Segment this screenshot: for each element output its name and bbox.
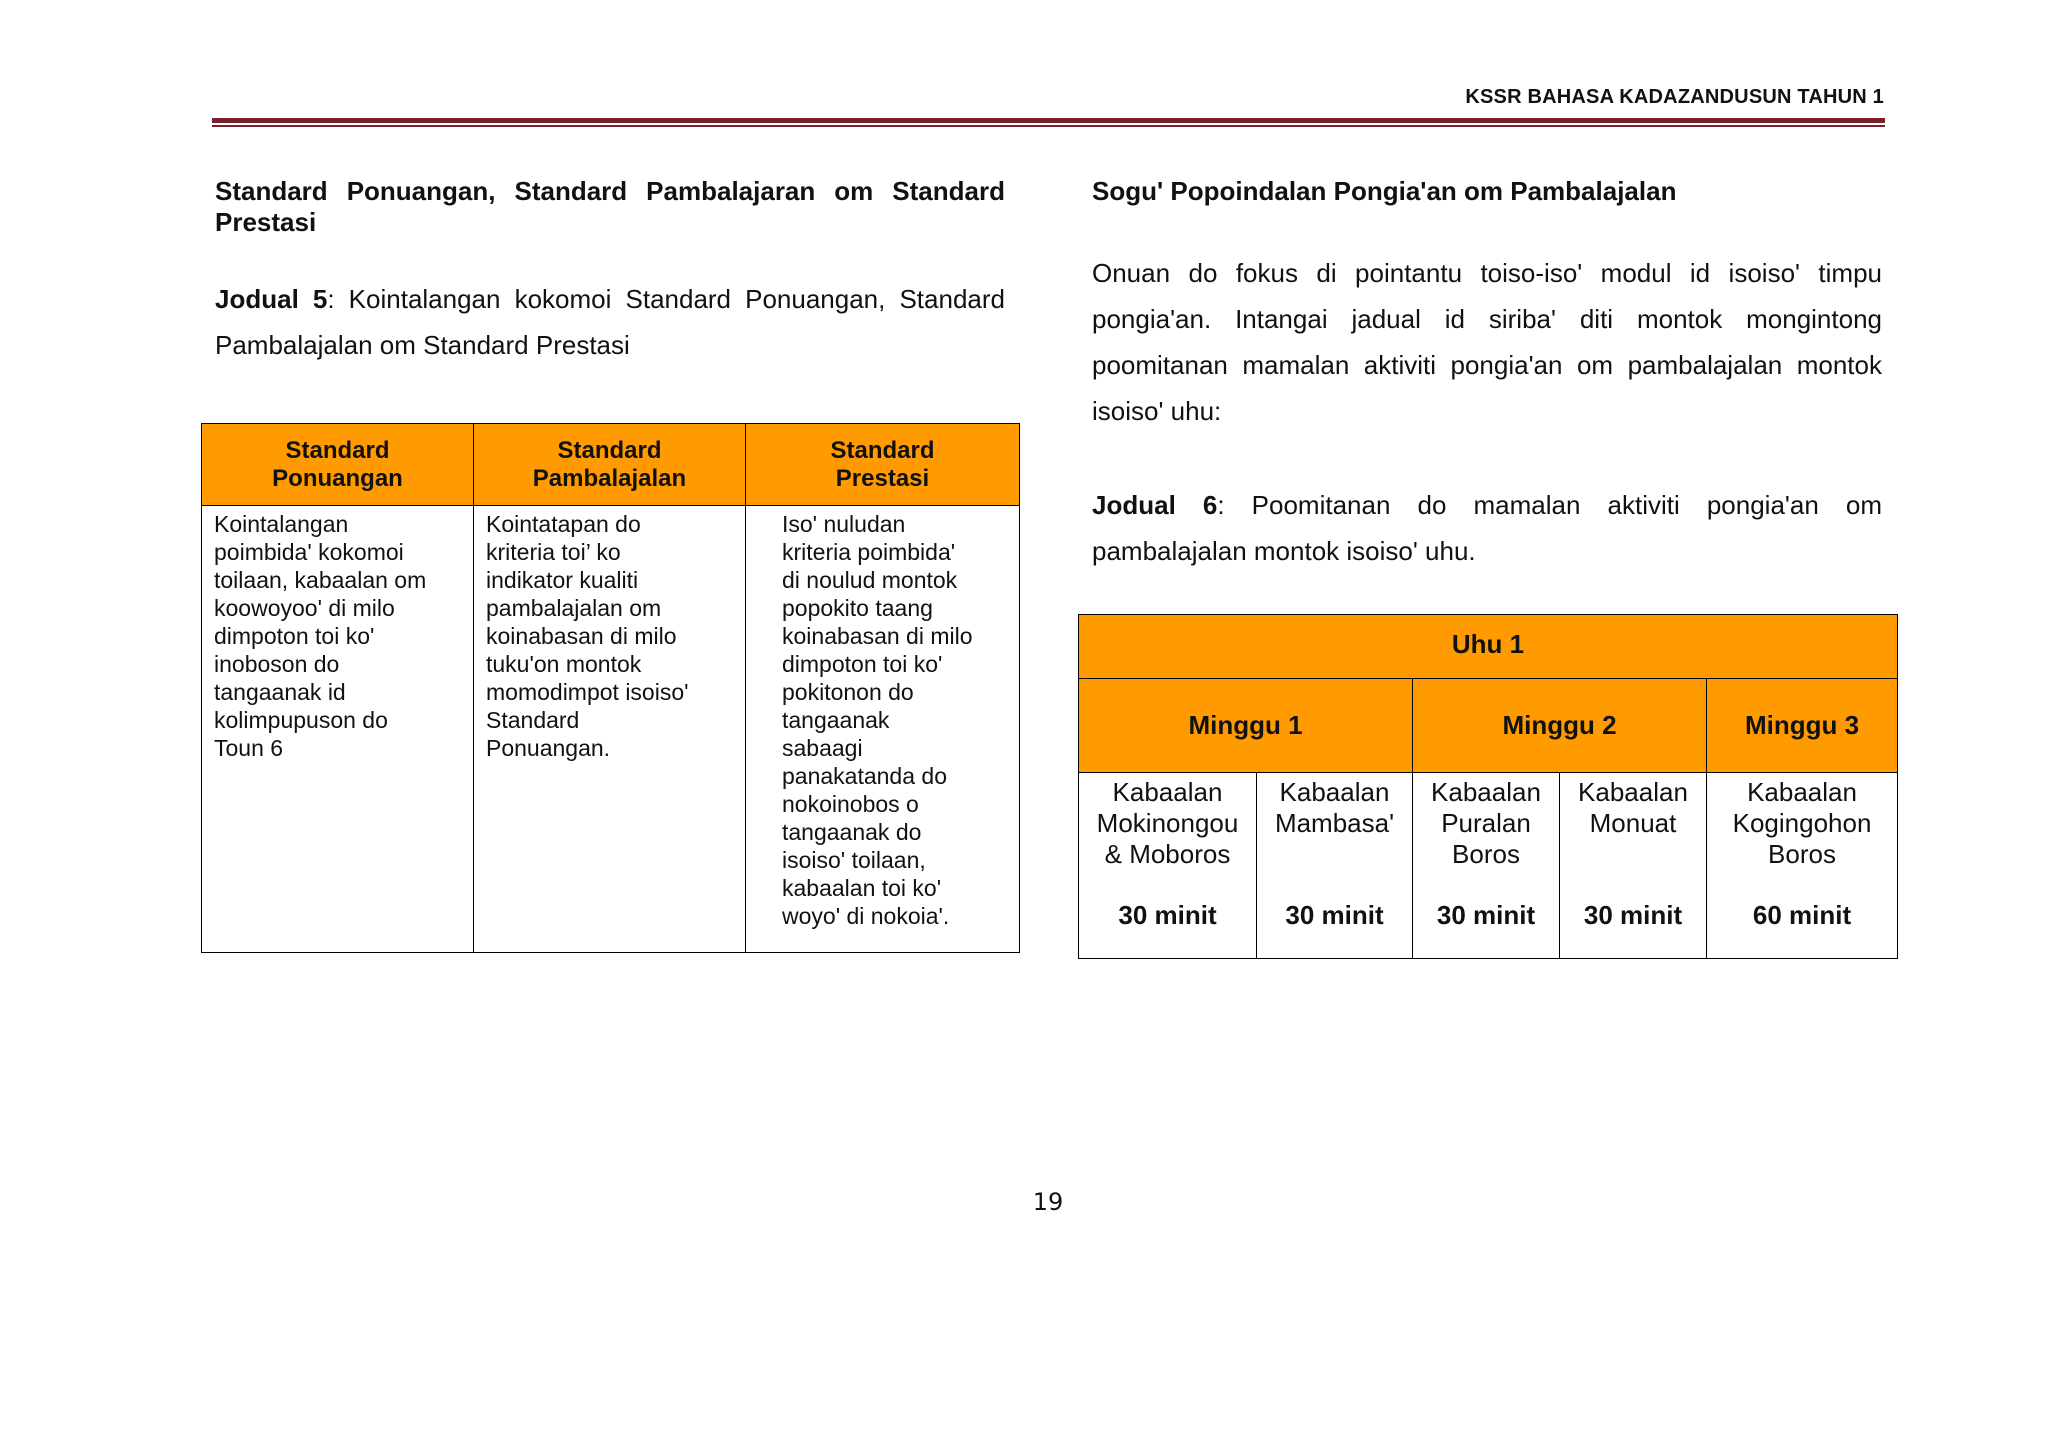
table6-week-1: Minggu 1 xyxy=(1079,679,1413,773)
table6-cell-kogingohon: Kabaalan Kogingohon Boros 60 minit xyxy=(1707,773,1898,959)
table5-cell-prestasi: Iso' nuludan kriteria poimbida' di noulud montok popokito taang koinabasan di milo dimpoton toi ko' pokitonon do tangaanak sabaagi panakatanda do nokoinobos o tangaanak do isoiso' toilaan, kabaalan toi ko' woyo' di nokoia'. xyxy=(746,506,1020,953)
table6-cell-monuat: Kabaalan Monuat 30 minit xyxy=(1560,773,1707,959)
duration-label: 30 minit xyxy=(1285,900,1384,930)
header-title: KSSR BAHASA KADAZANDUSUN TAHUN 1 xyxy=(1465,86,1884,108)
table6-uhu-row xyxy=(1079,615,1898,679)
table5-header-standard-ponuangan: Standard Ponuangan xyxy=(202,424,474,506)
table5-header-row xyxy=(202,424,1020,506)
table6-caption xyxy=(1092,482,1882,574)
table6-caption-label: Jodual 6 xyxy=(1092,490,1218,520)
left-heading xyxy=(215,176,1005,238)
duration-label: 30 minit xyxy=(1583,900,1683,930)
right-intro: Onuan do fokus di pointantu toiso-iso' modul id isoiso' timpu pongia'an. Intangai jadual id siriba' diti montok mongintong poomitanan mamalan aktiviti pongia'an om pambalajalan montok isoiso' uhu: xyxy=(1092,258,1882,426)
table6-caption-text: : Poomitanan do mamalan aktiviti pongia'an om pambalajalan montok isoiso' uhu. xyxy=(1092,490,1882,566)
duration-label: 30 minit xyxy=(1436,900,1536,930)
table6 xyxy=(1078,614,1898,959)
left-heading-line1: Standard Ponuangan, Standard Pambalajaran om Standard xyxy=(215,176,1005,206)
table6-week-row xyxy=(1079,679,1898,773)
table6-cell-mokinongou: Kabaalan Mokinongou & Moboros 30 minit xyxy=(1079,773,1257,959)
page-number: 19 xyxy=(1032,1188,1064,1216)
table5-header-standard-pambalajalan: Standard Pambalajalan xyxy=(474,424,746,506)
table6-cell-puralan: Kabaalan Puralan Boros 30 minit xyxy=(1413,773,1560,959)
table5-caption-text: : Kointalangan kokomoi Standard Ponuangan, Standard Pambalajalan om Standard Prestasi xyxy=(215,284,1005,360)
table5-cell-pambalajalan: Kointatapan do kriteria toi’ ko indikator kualiti pambalajalan om koinabasan di milo tuku'on montok momodimpot isoiso' Standard Ponuangan. xyxy=(474,506,746,953)
header-rule-thin xyxy=(212,125,1885,127)
table5 xyxy=(201,423,1020,953)
header-rule xyxy=(212,118,1885,123)
table6-week-3: Minggu 3 xyxy=(1707,679,1898,773)
table5-caption-label: Jodual 5 xyxy=(215,284,328,314)
table5-header-standard-prestasi: Standard Prestasi xyxy=(746,424,1020,506)
table6-uhu-header: Uhu 1 xyxy=(1079,615,1898,679)
left-heading-line2: Prestasi xyxy=(215,207,317,237)
table5-caption xyxy=(215,276,1005,368)
right-heading: Sogu' Popoindalan Pongia'an om Pambalajalan xyxy=(1092,176,1677,206)
table5-cell-ponuangan: Kointalangan poimbida' kokomoi toilaan, kabaalan om koowoyoo' di milo dimpoton toi ko' inoboson do tangaanak id kolimpupuson do Toun 6 xyxy=(202,506,474,953)
table-row xyxy=(1079,773,1898,959)
table-row xyxy=(202,506,1020,953)
table6-week-2: Minggu 2 xyxy=(1413,679,1707,773)
table6-cell-mambasa: Kabaalan Mambasa' 30 minit xyxy=(1257,773,1413,959)
duration-label: 60 minit xyxy=(1752,900,1852,930)
duration-label: 30 minit xyxy=(1118,900,1217,930)
